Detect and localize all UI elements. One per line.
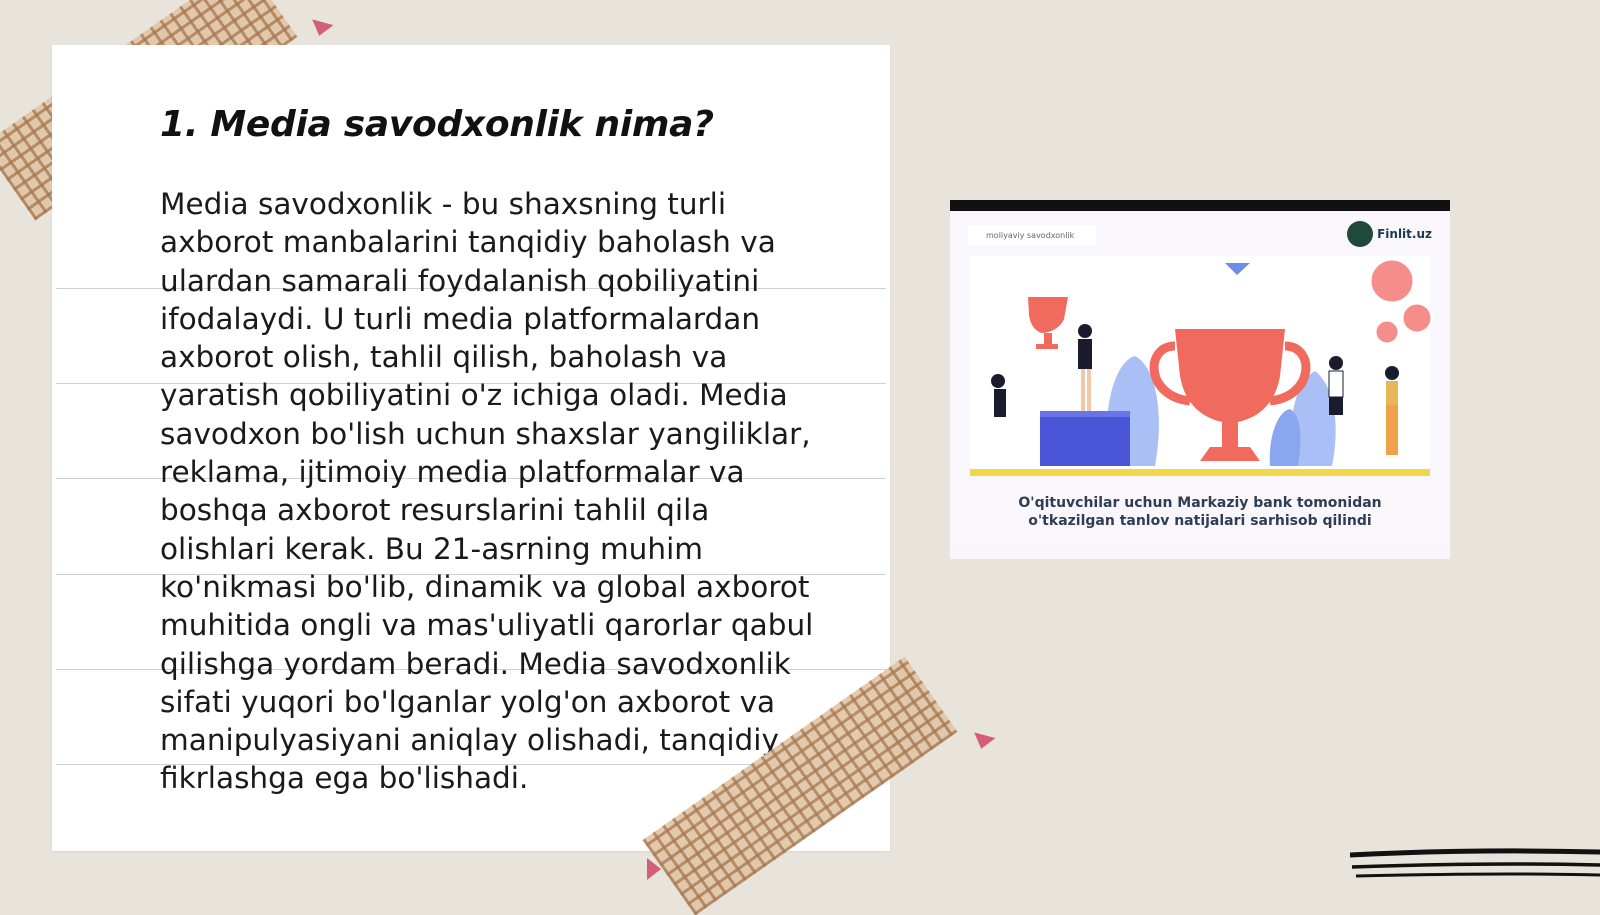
pin-icon [647, 858, 661, 880]
decorative-brush-lines [1350, 845, 1600, 885]
caption-line: O'qituvchilar uchun Markaziy bank tomonidan [1018, 495, 1382, 511]
pin-icon [971, 732, 996, 751]
slide-body-text: Media savodxonlik - bu shaxsning turli axborot manbalarini tanqidiy baholash va ulardan samarali foydalanish qobiliyatini ifodalaydi. U turli media platformalardan axborot olish, tahlil qilish, baholash va yaratish qobiliyatini o'z ichiga oladi. Media savodxon bo'lish uchun shaxslar yangiliklar, reklama, ijtimoiy media platformalar va boshqa axborot resurslarini tahlil qila olishlari kerak. Bu 21-asrning muhim ko'nikmasi bo'lib, dinamik va global axborot muhitida ongli va mas'uliyatli qarorlar qabul qilishga yordam beradi. Media savodxonlik sifati yuqori bo'lganlar yolg'on axborot va manipulyasiyani aniqlay olishadi, tanqidiy fikrlashga ega bo'lishadi. [160, 187, 814, 796]
category-tag: moliyaviy savodxonlik [968, 225, 1096, 246]
pin-icon [309, 19, 334, 38]
caption-line: o'tkazilgan tanlov natijalari sarhisob qilindi [1028, 513, 1372, 529]
slide-title: 1. Media savodxonlik nima? [160, 104, 714, 145]
logo-text: Finlit.uz [1377, 227, 1432, 241]
news-illustration [950, 200, 1450, 559]
image-caption [950, 494, 1450, 530]
trophy-scene-illustration [950, 211, 1450, 481]
illustration-canvas [950, 211, 1450, 548]
